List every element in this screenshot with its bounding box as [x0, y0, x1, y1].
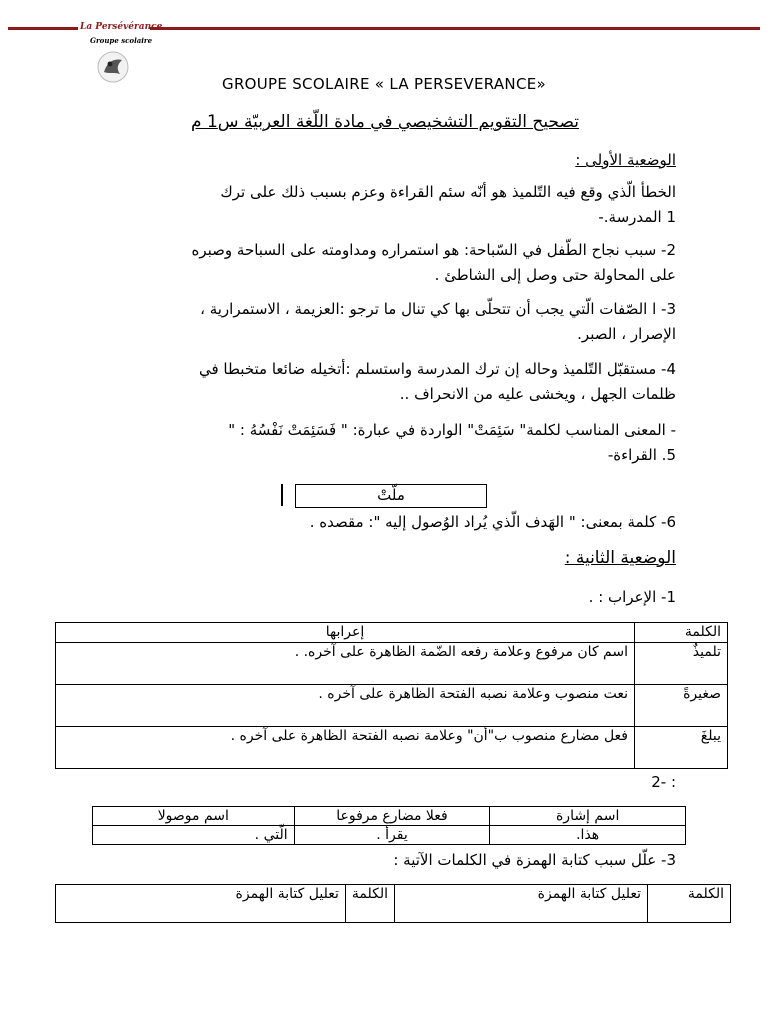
q3-line2: الإصرار ، الصبر. [577, 325, 676, 343]
table-row [56, 685, 728, 727]
header-demonstrative: اسم إشارة [490, 807, 686, 826]
word-cell: يبلغَ [635, 727, 728, 769]
i3rab-table-header [56, 623, 728, 643]
logo-subtitle: Groupe scolaire [90, 36, 153, 45]
q5-line2: 5. القراءة- [607, 446, 676, 464]
word-types-row [93, 826, 686, 845]
i3rab-cell: فعل مضارع منصوب ب"أن" وعلامة نصبه الفتحة الظاهرة على آخره . [56, 727, 635, 769]
school-title: GROUPE SCOLAIRE « LA PERSEVERANCE» [222, 75, 546, 93]
page-title: تصحيح التقويم التشخيصي في مادة اللّغة العربيّة س1 م [191, 112, 579, 132]
q1-line2: 1 المدرسة.- [598, 208, 676, 226]
q3-line1: 3- ا الصّفات الّتي يجب أن تتحلّى بها كي تنال ما ترجو :العزيمة ، الاستمرارية ، [200, 300, 676, 318]
table-row [56, 727, 728, 769]
i3rab-cell: نعت منصوب وعلامة نصبه الفتحة الظاهرة على آخره . [56, 685, 635, 727]
i3rab-label: 1- الإعراب : . [588, 588, 676, 606]
q1-line1: الخطأ الّذي وقع فيه التّلميذ هو أنّه سئم القراءة وعزم بسبب ذلك على ترك [220, 183, 676, 201]
header-present-verb: فعلا مضارع مرفوعا [294, 807, 490, 826]
section2-heading: الوضعية الثانية : [564, 548, 676, 568]
header-reason-1: تعليل كتابة الهمزة [395, 885, 648, 923]
section1-heading: الوضعية الأولى : [575, 151, 676, 169]
header-word-2: الكلمة [345, 885, 394, 923]
logo-name: La Persévérance [80, 22, 163, 32]
hamza-table-header [56, 885, 731, 923]
header-reason-2: تعليل كتابة الهمزة [56, 885, 346, 923]
value-relative: الّتي . [93, 826, 295, 845]
header-relative: اسم موصولا [93, 807, 295, 826]
word-cell: صغيرةً [635, 685, 728, 727]
q4-line2: ظلمات الجهل ، ويخشى عليه من الانحراف .. [399, 385, 676, 403]
word-cell: تلميذٌ [635, 643, 728, 685]
header-i3rab: إعرابها [56, 623, 635, 643]
q5-line1: - المعنى المناسب لكلمة" سَئِمَتْ" الواردة في عبارة: " فَسَئِمَتْ نَفْسُهُ : " [228, 421, 676, 439]
q2-label: 2- : [651, 773, 676, 791]
header-rule-left [8, 27, 78, 30]
i3rab-cell: اسم كان مرفوع وعلامة رفعه الضّمة الظاهرة على آخره. . [56, 643, 635, 685]
header-word-1: الكلمة [648, 885, 731, 923]
header-rule-right [150, 27, 760, 30]
q3-label: 3- علّل سبب كتابة الهمزة في الكلمات الآتية : [393, 851, 676, 869]
word-types-table [92, 806, 686, 845]
answer-cursor-bar [281, 484, 283, 506]
table-row [56, 643, 728, 685]
q4-line1: 4- مستقبّل التّلميذ وحاله إن ترك المدرسة واستسلم :أتخيله ضائعا متخبطا في [198, 360, 676, 378]
q2-line2: على المحاولة حتى وصل إلى الشاطئ . [434, 266, 676, 284]
header-word: الكلمة [635, 623, 728, 643]
q5-answer-box: ملّتْ [295, 484, 487, 508]
q6-line: 6- كلمة بمعنى: " الهَدف الّذي يُراد الوُصول إليه ": مقصده . [309, 513, 676, 531]
i3rab-table [55, 622, 728, 769]
q2-line1: 2- سبب نجاح الطّفل في السّباحة: هو استمراره ومداومته على السباحة وصبره [191, 241, 676, 259]
value-present-verb: يقرأ . [294, 826, 490, 845]
value-demonstrative: هذا. [490, 826, 686, 845]
word-types-header [93, 807, 686, 826]
hamza-table [55, 884, 731, 923]
